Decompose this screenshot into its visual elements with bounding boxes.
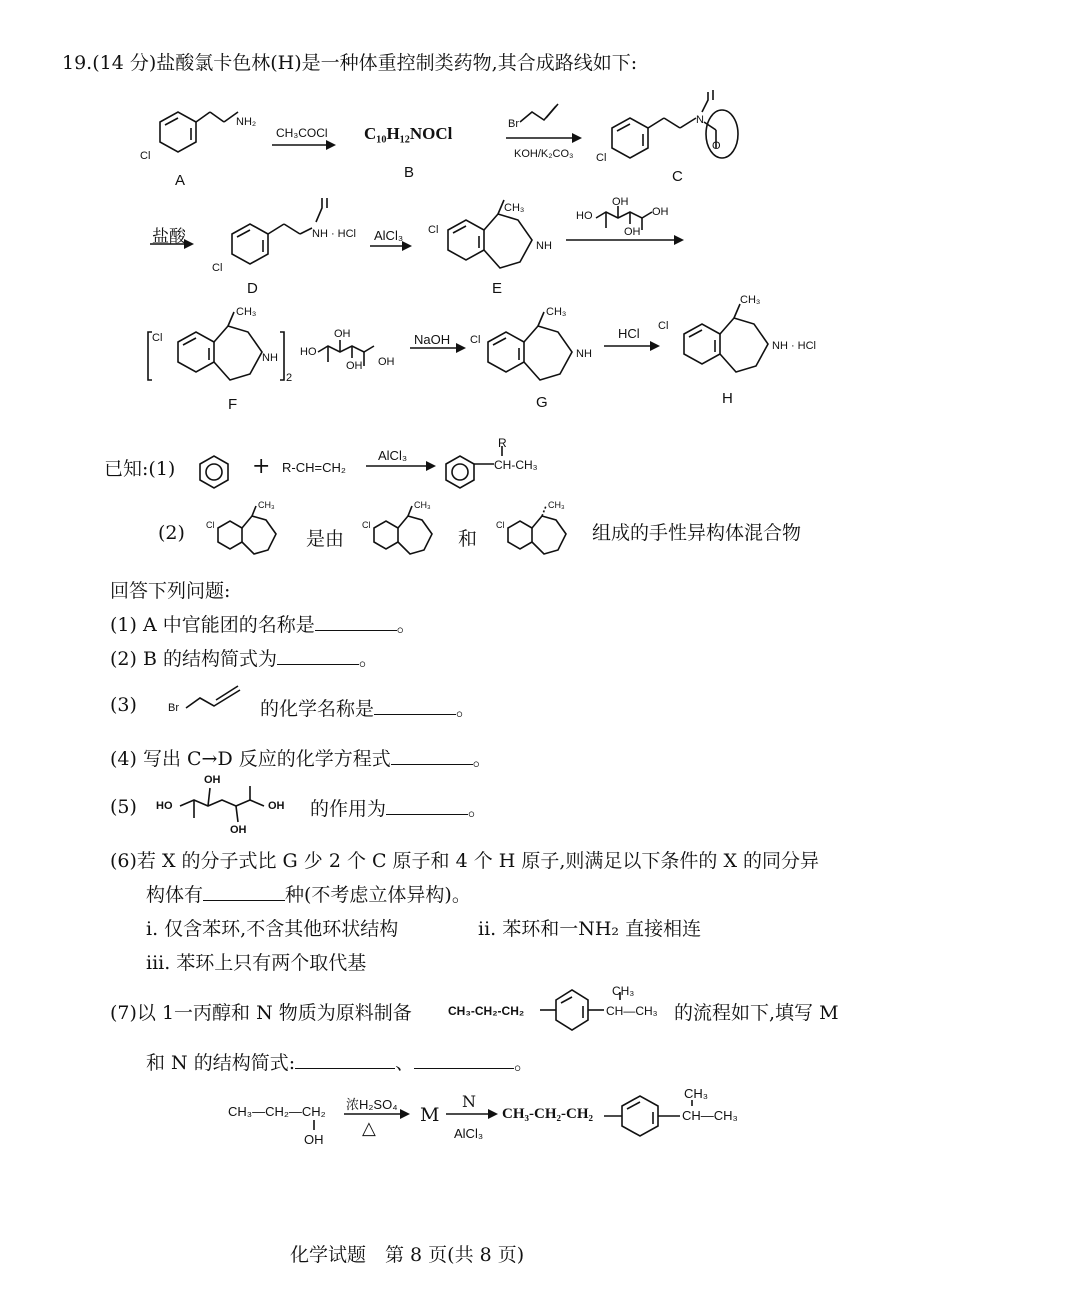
known2-text2: 和 (458, 528, 478, 550)
question-3 (260, 694, 475, 721)
label-b: B (404, 164, 415, 181)
flow-product-chain: CH₃-CH₂-CH₂ (502, 1106, 593, 1122)
flow-cond-bottom: △ (362, 1118, 376, 1138)
target-chain: CH₃-CH₂-CH₂ (448, 1004, 525, 1018)
question-1-end: 。 (396, 614, 416, 636)
f-oh-top: OH (334, 328, 351, 340)
c-o: O (712, 140, 721, 152)
g-nh: NH (576, 348, 592, 360)
d-nh-hcl: NH · HCl (312, 228, 356, 240)
question-1 (110, 610, 416, 637)
structure-g (488, 312, 572, 380)
reagent-br: Br (508, 118, 519, 130)
g-ch3: CH₃ (546, 306, 567, 318)
label-e: E (492, 280, 503, 297)
known2-ch3-1: CH₃ (258, 500, 275, 510)
g-cl: Cl (470, 334, 481, 346)
page-footer: 化学试题 第 8 页(共 8 页) (290, 1244, 525, 1266)
flow-cond-top: 浓H₂SO₄ (346, 1097, 398, 1112)
answer-blank-5[interactable] (386, 798, 468, 815)
h-nh-hcl: NH · HCl (772, 340, 816, 352)
reagent-naoh: NaOH (414, 332, 451, 347)
question-number: 19. (62, 52, 93, 74)
q5-oh-top: OH (204, 774, 221, 786)
answer-blank-2[interactable] (277, 648, 359, 665)
known-product-r: R (498, 436, 507, 450)
tartaric-ho: HO (576, 210, 593, 222)
questions-header: 回答下列问题: (110, 580, 231, 602)
f-nh: NH (262, 352, 278, 364)
question-5-text: 的作用为 (310, 798, 387, 820)
question-7-text: 和 N 的结构简式: (146, 1052, 296, 1074)
flow-product-ch3: CH₃ (684, 1086, 709, 1101)
q5-oh-right: OH (268, 800, 285, 812)
known1-benzene (200, 456, 228, 488)
e-nh: NH (536, 240, 552, 252)
answer-blank-1[interactable] (315, 614, 397, 631)
question-7-end: 。 (514, 1052, 534, 1074)
q3-allyl-bromide (186, 690, 240, 708)
question-3-text: 的化学名称是 (260, 698, 375, 720)
label-d: D (247, 280, 258, 297)
answer-blank-3[interactable] (374, 698, 456, 715)
known2-cl-3: Cl (496, 520, 505, 530)
flow-m: M (420, 1104, 440, 1126)
question-4-text: (4) 写出 C→D 反应的化学方程式 (110, 748, 391, 770)
known-label: 已知:(1) (104, 458, 176, 480)
reagent-alcl3: AlCl₃ (374, 228, 404, 243)
tartaric-oh-right: OH (652, 206, 669, 218)
reagent-acid: 盐酸 (152, 227, 186, 247)
f-oh-bottom: OH (346, 360, 363, 372)
question-2-text: (2) B 的结构简式为 (110, 648, 277, 670)
known2-ch3-2: CH₃ (414, 500, 431, 510)
c-n: N (696, 114, 704, 126)
known2-label: (2) (158, 522, 185, 544)
question-5-label: (5) (110, 796, 137, 818)
question-1-text: (1) A 中官能团的名称是 (110, 614, 315, 636)
q3-br: Br (168, 702, 179, 714)
condition-2: ii. 苯环和一NH₂ 直接相连 (478, 918, 702, 940)
flow-product-benzene (604, 1096, 692, 1136)
tartaric-oh-top: OH (612, 196, 629, 208)
answer-blank-7n[interactable] (414, 1052, 514, 1069)
reagent-acetyl-chloride: CH₃COCl (276, 126, 328, 140)
tartaric-oh-bottom: OH (624, 226, 641, 238)
reagent-base: KOH/K₂CO₃ (514, 148, 574, 160)
reagent-hcl: HCl (618, 326, 640, 341)
question-2 (110, 644, 378, 671)
known2-structure-3 (508, 506, 566, 554)
question-2-end: 。 (358, 648, 378, 670)
f-subscript: 2 (286, 372, 293, 384)
structure-h (684, 304, 768, 372)
target-ch: CH—CH₃ (606, 1004, 658, 1018)
label-a: A (175, 172, 186, 189)
question-6-suffix: 种(不考虑立体异构)。 (285, 884, 471, 906)
question-5 (310, 794, 487, 821)
a-nh2: NH₂ (236, 116, 257, 128)
f-ch3: CH₃ (236, 306, 257, 318)
known2-cl-2: Cl (362, 520, 371, 530)
formula-b: C₁₀H₁₂NOCl (364, 124, 453, 143)
known-catalyst: AlCl₃ (378, 448, 408, 463)
question-6-line1: (6)若 X 的分子式比 G 少 2 个 C 原子和 4 个 H 原子,则满足以下条件的 X 的同分异 (110, 850, 820, 872)
question-6-line2 (146, 880, 471, 907)
target-ch3: CH₃ (612, 984, 635, 998)
q5-tartaric-acid (180, 786, 264, 822)
known2-structure-1 (218, 506, 276, 554)
condition-3: iii. 苯环上只有两个取代基 (146, 952, 367, 974)
known2-text1: 是由 (306, 528, 345, 550)
h-cl: Cl (658, 320, 669, 332)
question-7-sep: 、 (395, 1052, 415, 1074)
a-cl: Cl (140, 150, 151, 162)
answer-blank-6[interactable] (203, 884, 285, 901)
q5-oh-bottom: OH (230, 824, 247, 836)
flow-start-chain: CH₃—CH₂—CH₂ (228, 1104, 326, 1119)
flow-n-bottom: AlCl₃ (454, 1126, 484, 1141)
c-cl: Cl (596, 152, 607, 164)
q5-ho: HO (156, 800, 173, 812)
answer-blank-4[interactable] (391, 748, 473, 765)
question-4 (110, 744, 492, 771)
structure-f (148, 312, 374, 380)
label-g: G (536, 394, 548, 411)
question-7-b: 的流程如下,填写 M (674, 1002, 839, 1024)
question-intro: 盐酸氯卡色林(H)是一种体重控制类药物,其合成路线如下: (156, 52, 638, 74)
known-plus: + (252, 454, 271, 479)
f-oh-right: OH (378, 356, 395, 368)
label-c: C (672, 168, 683, 185)
question-3-end: 。 (456, 698, 476, 720)
label-f: F (228, 396, 238, 413)
f-cl: Cl (152, 332, 163, 344)
known2-text3: 组成的手性异构体混合物 (592, 522, 802, 544)
structure-a (160, 112, 238, 152)
known2-structure-2 (374, 506, 432, 554)
flow-n: N (462, 1092, 476, 1111)
known2-cl-1: Cl (206, 520, 215, 530)
condition-1: i. 仅含苯环,不含其他环状结构 (146, 918, 399, 940)
question-7-line2 (146, 1048, 533, 1075)
known2-ch3-3: CH₃ (548, 500, 565, 510)
question-6-text: 构体有 (146, 884, 204, 906)
known-product-chain: CH-CH₃ (494, 458, 538, 472)
question-7-a: (7)以 1一丙醇和 N 物质为原料制备 (110, 1002, 412, 1024)
question-4-end: 。 (472, 748, 492, 770)
question-5-end: 。 (468, 798, 488, 820)
e-cl: Cl (428, 224, 439, 236)
label-h: H (722, 390, 733, 407)
f-ho: HO (300, 346, 317, 358)
h-ch3: CH₃ (740, 294, 761, 306)
e-ch3: CH₃ (504, 202, 525, 214)
question-3-label: (3) (110, 694, 137, 716)
answer-blank-7m[interactable] (295, 1052, 395, 1069)
flow-start-oh: OH (304, 1132, 324, 1147)
flow-product-ch: CH—CH₃ (682, 1108, 738, 1123)
d-cl: Cl (212, 262, 223, 274)
question-score: (14 分) (92, 52, 157, 74)
known-reactant: R-CH=CH₂ (282, 460, 346, 475)
